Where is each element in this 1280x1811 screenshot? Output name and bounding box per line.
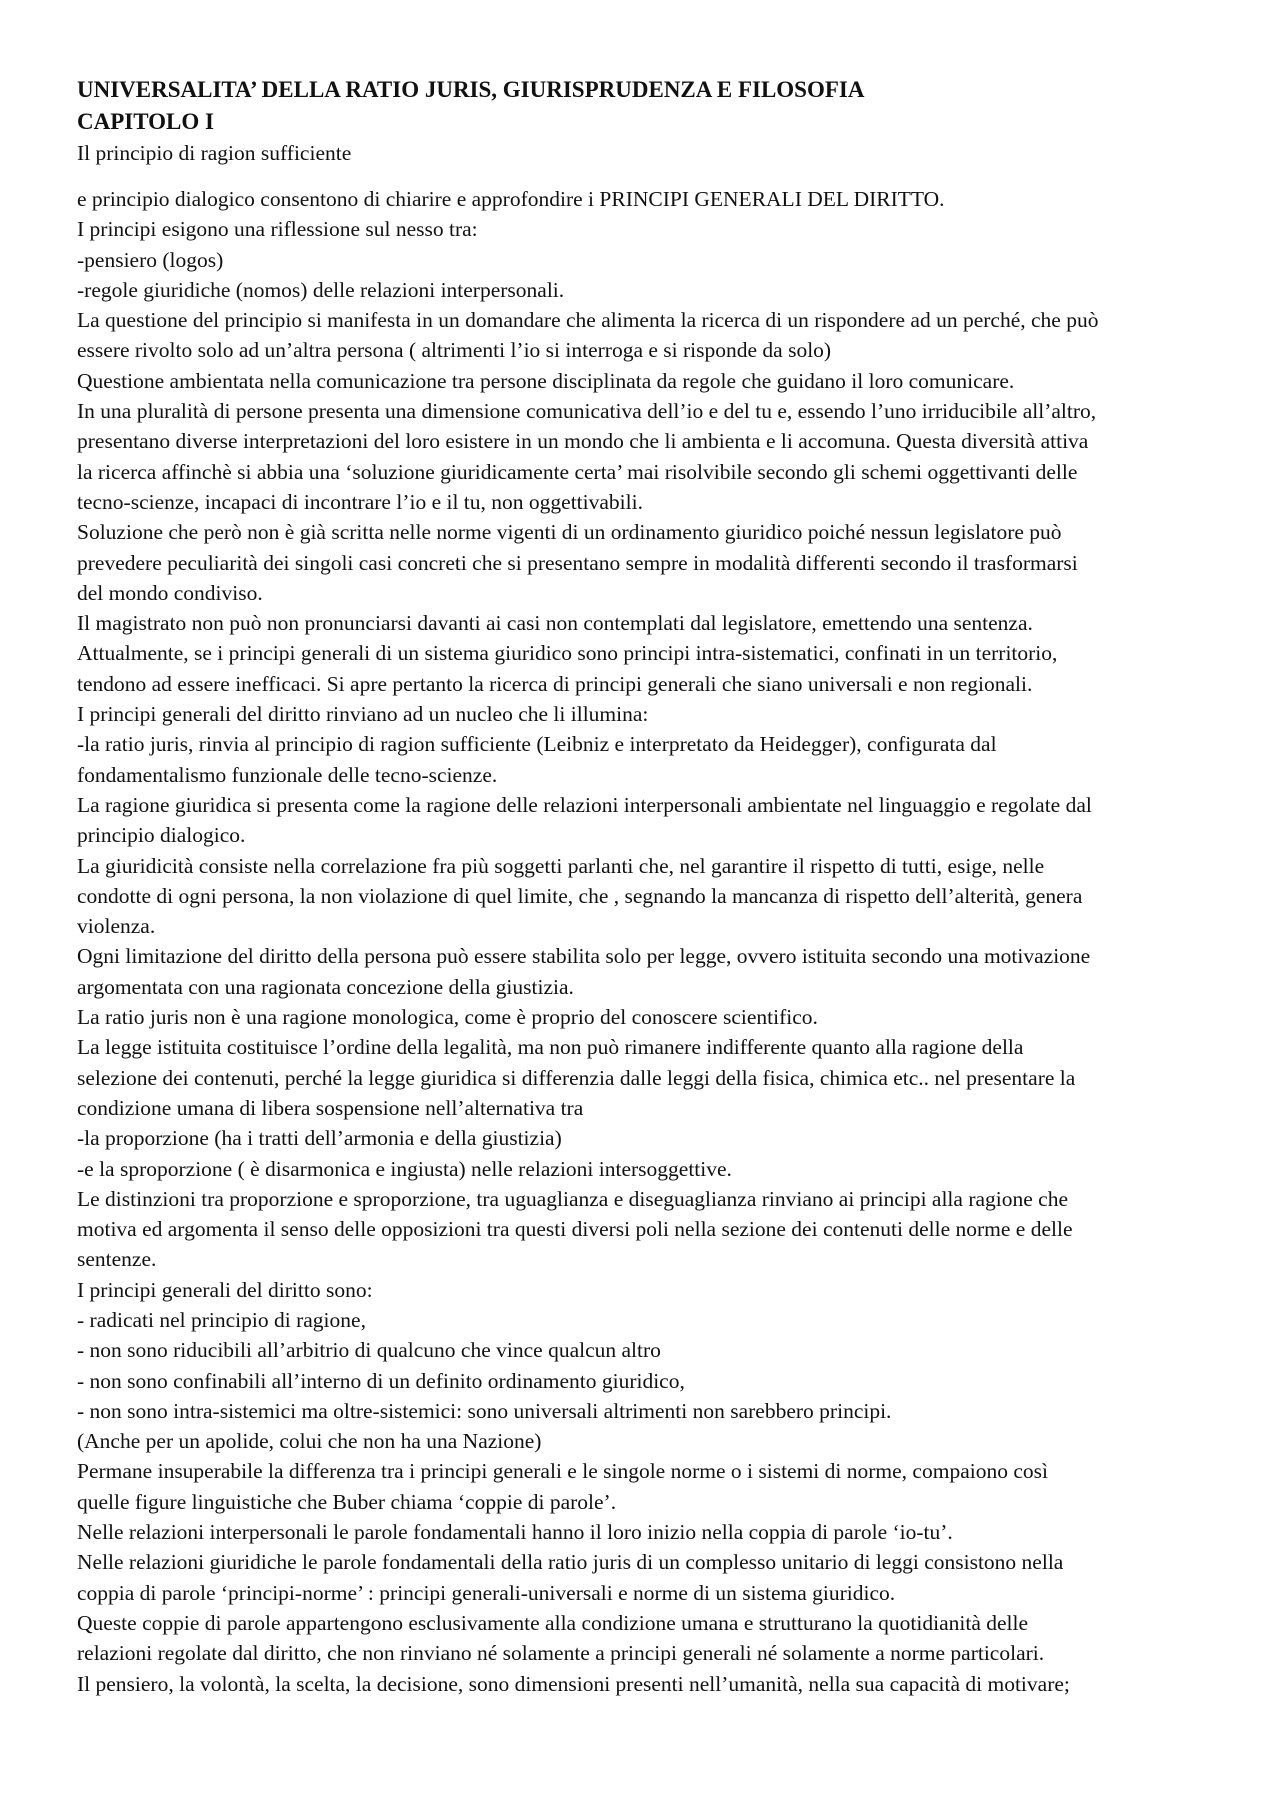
document-page	[77, 74, 1212, 1699]
text-line: Nelle relazioni interpersonali le parole fondamentali hanno il loro inizio nella coppia di parole ‘io-tu’.	[77, 1520, 953, 1545]
text-line: Permane insuperabile la differenza tra i principi generali e le singole norme o i sistemi di norme, compaiono così	[77, 1459, 1048, 1484]
text-line: I principi esigono una riflessione sul nesso tra:	[77, 217, 478, 242]
text-line: Queste coppie di parole appartengono esclusivamente alla condizione umana e strutturano la quotidianità delle	[77, 1610, 1029, 1635]
text-line: Soluzione che però non è già scritta nelle norme vigenti di un ordinamento giuridico poiché nessun legislatore può	[77, 520, 1062, 545]
text-line: - non sono riducibili all’arbitrio di qualcuno che vince qualcun altro	[77, 1338, 661, 1363]
text-line: condotte di ogni persona, la non violazione di quel limite, che , segnando la mancanza di rispetto dell’alterità, genera	[77, 883, 1083, 908]
text-line: presentano diverse interpretazioni del loro esistere in un mondo che li ambienta e li accomuna. Questa diversità attiva	[77, 429, 1089, 454]
text-line: -la proporzione (ha i tratti dell’armonia e della giustizia)	[77, 1126, 562, 1151]
text-line: In una pluralità di persone presenta una dimensione comunicativa dell’io e del tu e, essendo l’uno irriducibile all’altro,	[77, 399, 1097, 424]
text-line: Attualmente, se i principi generali di un sistema giuridico sono principi intra-sistematici, confinati in un territorio,	[77, 641, 1058, 666]
text-line: motiva ed argomenta il senso delle opposizioni tra questi diversi poli nella sezione dei contenuti delle norme e delle	[77, 1217, 1073, 1242]
text-line: la ricerca affinchè si abbia una ‘soluzione giuridicamente certa’ mai risolvibile secondo gli schemi oggettivanti delle	[77, 459, 1078, 484]
text-line: del mondo condiviso.	[77, 580, 263, 605]
text-line: Nelle relazioni giuridiche le parole fondamentali della ratio juris di un complesso unitario di leggi consistono nella	[77, 1550, 1064, 1575]
text-line: -e la sproporzione ( è disarmonica e ingiusta) nelle relazioni intersoggettive.	[77, 1156, 732, 1181]
text-line: quelle figure linguistiche che Buber chiama ‘coppie di parole’.	[77, 1489, 617, 1514]
text-line: La giuridicità consiste nella correlazione fra più soggetti parlanti che, nel garantire il rispetto di tutti, esige, nelle	[77, 853, 1045, 878]
text-line: tecno-scienze, incapaci di incontrare l’io e il tu, non oggettivabili.	[77, 489, 643, 514]
text-line: La questione del principio si manifesta in un domandare che alimenta la ricerca di un rispondere ad un perché, che può	[77, 308, 1099, 333]
text-line: tendono ad essere inefficaci. Si apre pertanto la ricerca di principi generali che siano universali e non regionali.	[77, 671, 1033, 696]
text-line: La ragione giuridica si presenta come la ragione delle relazioni interpersonali ambientate nel linguaggio e regolate dal	[77, 792, 1092, 817]
text-line: Le distinzioni tra proporzione e sproporzione, tra uguaglianza e diseguaglianza rinviano ai principi alla ragione che	[77, 1186, 1069, 1211]
text-line: -pensiero (logos)	[77, 247, 224, 272]
text-line: coppia di parole ‘principi-norme’ : principi generali-universali e norme di un sistema giuridico.	[77, 1580, 896, 1605]
document-body	[77, 184, 1212, 1699]
text-line: Il pensiero, la volontà, la scelta, la decisione, sono dimensioni presenti nell’umanità, nella sua capacità di motivare;	[77, 1671, 1070, 1696]
text-line: Ogni limitazione del diritto della persona può essere stabilita solo per legge, ovvero istituita secondo una motivazione	[77, 944, 1091, 969]
text-line: e principio dialogico consentono di chiarire e approfondire i PRINCIPI GENERALI DEL DIRITTO.	[77, 187, 945, 211]
text-line: I principi generali del diritto sono:	[77, 1277, 373, 1302]
text-line: La ratio juris non è una ragione monologica, come è proprio del conoscere scientifico.	[77, 1005, 818, 1030]
text-line: - non sono confinabili all’interno di un definito ordinamento giuridico,	[77, 1368, 685, 1393]
text-line: argomentata con una ragionata concezione della giustizia.	[77, 974, 574, 999]
text-line: -regole giuridiche (nomos) delle relazioni interpersonali.	[77, 277, 565, 302]
text-line: fondamentalismo funzionale delle tecno-scienze.	[77, 762, 498, 787]
text-line: I principi generali del diritto rinviano ad un nucleo che li illumina:	[77, 702, 649, 727]
text-line: principio dialogico.	[77, 823, 246, 848]
document-title: UNIVERSALITA’ DELLA RATIO JURIS, GIURISPRUDENZA E FILOSOFIA	[77, 77, 865, 102]
text-line: essere rivolto solo ad un’altra persona ( altrimenti l’io si interroga e si risponde da solo)	[77, 338, 832, 363]
text-line: violenza.	[77, 914, 156, 939]
text-line: sentenze.	[77, 1247, 157, 1272]
text-line: condizione umana di libera sospensione nell’alternativa tra	[77, 1095, 584, 1120]
text-line: Il magistrato non può non pronunciarsi davanti ai casi non contemplati dal legislatore, emettendo una sentenza.	[77, 611, 1033, 636]
chapter-subtitle: Il principio di ragion sufficiente	[77, 141, 352, 165]
text-line: - radicati nel principio di ragione,	[77, 1307, 366, 1332]
text-line: Questione ambientata nella comunicazione tra persone disciplinata da regole che guidano il loro comunicare.	[77, 368, 1015, 393]
text-line: prevedere peculiarità dei singoli casi concreti che si presentano sempre in modalità differenti secondo il trasformarsi	[77, 550, 1078, 575]
chapter-heading: CAPITOLO I	[77, 109, 214, 134]
text-line: (Anche per un apolide, colui che non ha una Nazione)	[77, 1429, 542, 1454]
text-line: - non sono intra-sistemici ma oltre-sistemici: sono universali altrimenti non sarebbero principi.	[77, 1398, 892, 1423]
text-line: La legge istituita costituisce l’ordine della legalità, ma non può rimanere indifferente quanto alla ragione della	[77, 1035, 1024, 1060]
text-line: -la ratio juris, rinvia al principio di ragion sufficiente (Leibniz e interpretato da Heidegger), configurata dal	[77, 732, 997, 757]
text-line: selezione dei contenuti, perché la legge giuridica si differenzia dalle leggi della fisica, chimica etc.. nel presentare la	[77, 1065, 1076, 1090]
text-line: relazioni regolate dal diritto, che non rinviano né solamente a principi generali né solamente a norme particolari.	[77, 1641, 1045, 1666]
